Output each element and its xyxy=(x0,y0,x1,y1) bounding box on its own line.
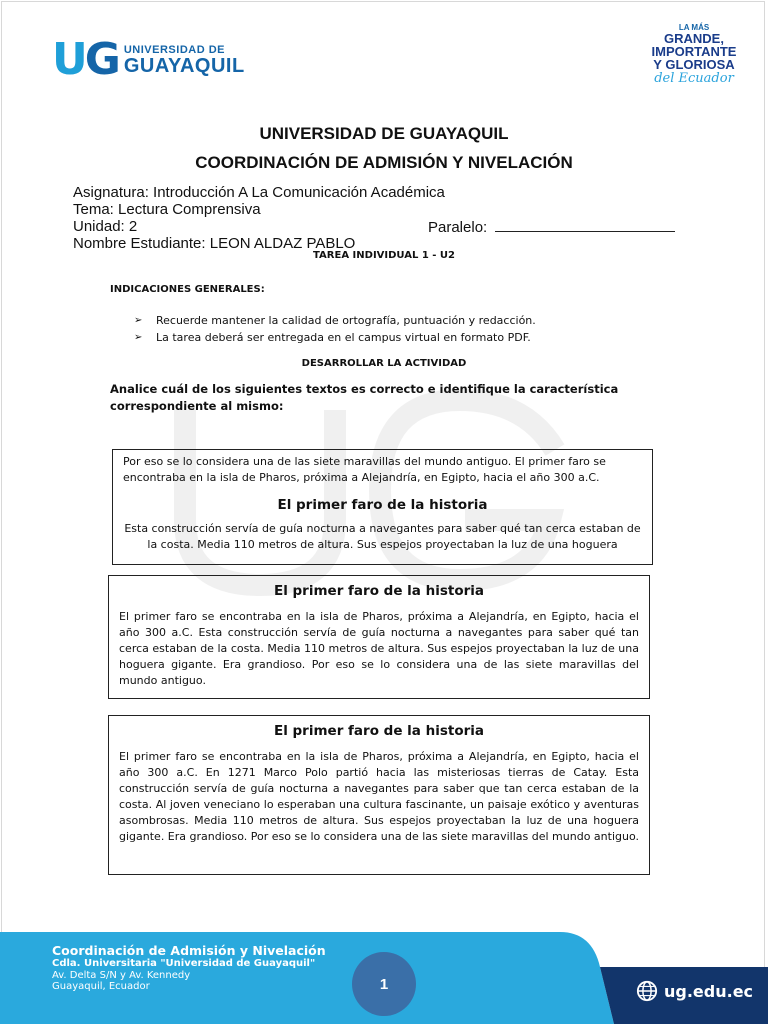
paralelo-blank-line xyxy=(495,218,675,232)
slogan-logo xyxy=(648,24,740,85)
text-box-1-body: Esta construcción servía de guía nocturna a navegantes para saber qué tan cerca estaban de la costa. Media 110 metros de altura. Sus espejos proyectaban la luz de una hoguera xyxy=(124,522,641,551)
tema-field: Tema: Lectura Comprensiva xyxy=(73,201,261,218)
slogan-line-3: IMPORTANTE xyxy=(651,44,737,59)
globe-icon xyxy=(636,980,658,1002)
slogan-line-4: Y GLORIOSA xyxy=(653,57,735,72)
list-item-text: Recuerde mantener la calidad de ortografía, puntuación y redacción. xyxy=(156,314,536,327)
unidad-field: Unidad: 2 xyxy=(73,218,138,235)
arrow-right-icon: ➢ xyxy=(134,332,143,343)
slogan-line-1: LA MÁS xyxy=(678,23,710,32)
list-item xyxy=(134,314,536,327)
text-box-1-heading: El primer faro de la historia xyxy=(277,497,488,513)
asignatura-field: Asignatura: Introducción A La Comunicación Académica xyxy=(73,184,445,201)
footer-line-4: Guayaquil, Ecuador xyxy=(52,981,150,993)
page-number: 1 xyxy=(352,952,416,1016)
text-box-1-pre-text: Por eso se lo considera una de las siete maravillas del mundo antiguo. El primer faro se encontraba en la isla de Pharos, próxima a Alejandría, en Egipto, hacia el año 300 a.C. xyxy=(123,455,606,484)
text-box-3 xyxy=(108,715,650,875)
instructions-heading: INDICACIONES GENERALES: xyxy=(110,284,265,295)
logo-line-2: GUAYAQUIL xyxy=(123,54,245,77)
text-box-2 xyxy=(108,575,650,699)
footer-line-2: Cdla. Universitaria "Universidad de Guayaquil" xyxy=(52,958,316,970)
activity-heading: DESARROLLAR LA ACTIVIDAD xyxy=(301,358,467,369)
slogan-line-5: del Ecuador xyxy=(654,71,734,86)
text-box-2-body: El primer faro se encontraba en la isla de Pharos, próxima a Alejandría, en Egipto, hacia el año 300 a.C. Esta construcción servía de guía nocturna a navegantes para saber qué tan cerca estaban de la costa. Media 110 metros de altura. Sus espejos proyectaban la luz de una hoguera gigante. Era grandioso. Por eso se lo considera una de las siete maravillas del mundo antiguo. xyxy=(119,610,639,687)
footer-address xyxy=(52,944,326,993)
list-item-text: La tarea deberá ser entregada en el campus virtual en formato PDF. xyxy=(156,331,531,344)
text-box-2-heading: El primer faro de la historia xyxy=(273,583,485,599)
list-item xyxy=(134,331,531,344)
logo-line-1: UNIVERSIDAD DE xyxy=(123,43,225,56)
activity-instruction: Analice cuál de los siguientes textos es correcto e identifique la característica correspondiente al mismo: xyxy=(110,382,619,413)
logo-letter-g: G xyxy=(84,34,118,85)
assignment-title: TAREA INDIVIDUAL 1 - U2 xyxy=(313,250,455,261)
text-box-3-body: El primer faro se encontraba en la isla de Pharos, próxima a Alejandría, en Egipto, hacia el año 300 a.C. En 1271 Marco Polo partió hacia las misteriosas tierras de Catay. Esta construcción servía de guía nocturna a navegantes para saber que tan cerca estaban de la costa. Al joven veneciano lo esperaban una cultura fascinante, un paisaje exótico y aventuras asombrosas. Media 110 metros de altura. Sus espejos proyectaban la luz de una hoguera gigante. Era grandioso. Por eso se lo considera una de las siete maravillas del mundo antiguo. xyxy=(119,750,639,843)
paralelo-field xyxy=(428,218,675,236)
document-title: UNIVERSIDAD DE GUAYAQUIL xyxy=(259,124,509,143)
student-name-field: Nombre Estudiante: LEON ALDAZ PABLO xyxy=(73,235,356,252)
arrow-right-icon: ➢ xyxy=(134,315,143,326)
university-logo xyxy=(52,34,245,85)
footer-line-3: Av. Delta S/N y Av. Kennedy xyxy=(52,969,191,981)
website-text: ug.edu.ec xyxy=(664,981,754,1001)
text-box-1 xyxy=(112,449,653,565)
logo-text xyxy=(124,45,245,76)
website-link[interactable] xyxy=(636,980,753,1002)
text-box-3-heading: El primer faro de la historia xyxy=(273,723,485,739)
document-subtitle: COORDINACIÓN DE ADMISIÓN Y NIVELACIÓN xyxy=(195,153,573,172)
ug-logo-mark xyxy=(52,34,118,85)
footer-line-1: Coordinación de Admisión y Nivelación xyxy=(52,943,326,958)
logo-letter-u: U xyxy=(52,34,85,85)
paralelo-label: Paralelo: xyxy=(428,219,488,236)
slogan-line-2: GRANDE, xyxy=(664,31,724,46)
